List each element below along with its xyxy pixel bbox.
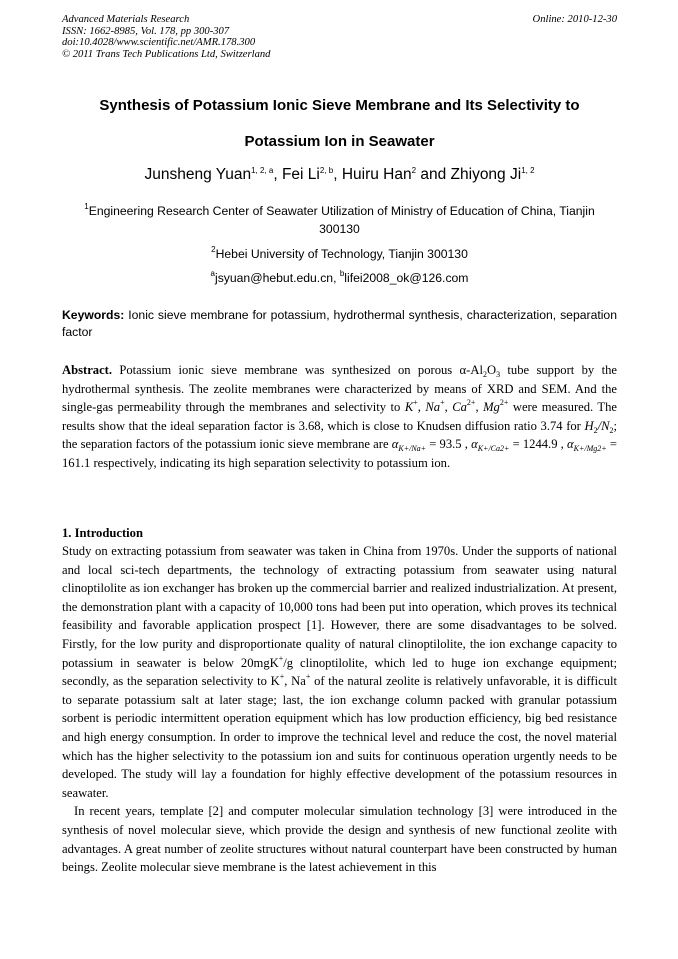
author-separator: ,: [333, 166, 342, 183]
affiliation-1-line-2: 300130: [319, 222, 360, 236]
author-separator: and: [416, 166, 451, 183]
ion-symbol: Na: [425, 400, 441, 415]
superscript: +: [305, 672, 311, 682]
affiliation-1-line-1: Engineering Research Center of Seawater Utilization of Ministry of Education of China, Tianjin: [88, 204, 595, 218]
gas-symbol: H: [584, 418, 594, 433]
doi-line: doi:10.4028/www.scientific.net/AMR.178.300: [62, 37, 256, 48]
online-date: Online: 2010-12-30: [532, 14, 617, 25]
author-affiliation-mark: 2: [411, 166, 417, 175]
paper-title: [62, 88, 617, 160]
keywords-label: Keywords:: [62, 308, 125, 322]
paragraph-text: , Na: [284, 674, 306, 689]
separation-factor-value: = 1244.9 ,: [509, 437, 564, 452]
email-b: lifei2008_ok@126.com: [344, 271, 469, 285]
ion-charge: +: [413, 398, 418, 408]
abstract-text: O: [486, 363, 497, 377]
affiliation-mark: 1: [84, 202, 89, 211]
abstract-text: respectively, indicating its high separation selectivity to potassium ion.: [90, 455, 451, 470]
introduction-body: [62, 542, 617, 877]
keywords: [62, 307, 617, 341]
abstract-label: Abstract.: [62, 363, 113, 377]
abstract-text: tube support by the hydrothermal synthesis. The zeolite membranes were characterized by means of XRD and SEM. And the single-gas permeability through the membranes and selectivity to: [62, 363, 617, 415]
alpha-symbol: α: [567, 437, 574, 452]
ion-symbol: Ca: [452, 400, 467, 415]
email-mark-a: a: [210, 269, 215, 278]
separation-factor-value: = 161.1: [62, 437, 617, 470]
ion-charge: +: [440, 398, 445, 408]
email-line: [62, 269, 617, 287]
section-heading: 1. Introduction: [62, 526, 143, 540]
author-affiliation-mark: 2, b: [319, 166, 334, 175]
author-name: Huiru Han: [341, 166, 412, 183]
author-list: [62, 166, 617, 184]
separation-factor-subscript: K+/Mg2+: [573, 444, 607, 454]
separation-factor-value: = 93.5 ,: [426, 437, 468, 452]
keywords-text: Ionic sieve membrane for potassium, hydrothermal synthesis, characterization, separation factor: [62, 308, 617, 339]
journal-name: Advanced Materials Research: [62, 14, 190, 25]
abstract-text: ; the separation factors of the potassium ionic sieve membrane are: [62, 418, 617, 452]
issn-line: ISSN: 1662-8985, Vol. 178, pp 300-307: [62, 25, 230, 37]
ion-symbol: K: [404, 400, 414, 415]
affiliation-2: [62, 245, 617, 263]
author-name: Junsheng Yuan: [144, 166, 252, 183]
alpha-symbol: α: [391, 437, 399, 452]
ion-charge: 2+: [466, 398, 476, 408]
copyright-line: © 2011 Trans Tech Publications Ltd, Switzerland: [62, 48, 271, 60]
ion-charge: 2+: [499, 398, 509, 408]
affiliation-2-text: Hebei University of Technology, Tianjin 300130: [215, 247, 468, 261]
intro-paragraph-2: In recent years, template [2] and computer molecular simulation technology [3] were introduced in the synthesis of novel molecular sieve, which provide the design and synthesis of new functional zeolite with advantages. A great number of zeolite structures without natural counterpart have been constructed by human beings. Zeolite molecular sieve membrane is the latest achievement in this: [62, 804, 617, 875]
superscript: +: [279, 672, 285, 682]
alpha-symbol: α: [471, 437, 478, 452]
subscript: 2: [482, 370, 487, 379]
ion-symbol: Mg: [483, 400, 500, 415]
affiliation-1: [62, 202, 617, 238]
author-name: Zhiyong Ji: [450, 166, 522, 183]
subscript: 2: [593, 425, 598, 435]
journal-header: [62, 14, 617, 60]
author-affiliation-mark: 1, 2, a: [251, 166, 274, 175]
superscript: +: [278, 653, 284, 663]
affiliation-mark: 2: [211, 245, 216, 254]
separation-factor-subscript: K+/Ca2+: [477, 444, 510, 454]
author-name: Fei Li: [281, 166, 320, 183]
intro-paragraph-1: [62, 542, 617, 802]
abstract: Abstract. Potassium ionic sieve membrane was synthesized on porous $\alpha-Al_2O_3$ tube support by the hydrothermal synthesis. The zeolite membranes were characterized by means of XRD and SEM. And the single-gas permeability through the membranes and selectivity to K+, Na+, $Ca^{2+}$, $Mg^{2+}$ were measured. The results show that the ideal separation factor is 3.68, which is close to Knudsen diffusion ratio 3.74 for $H_2/N_2$; the separation factors of the potassium ionic sieve membrane are $\alpha_{K+/Na+} = 93.5$ , $\alpha_{K+/Ca2+} = 1244.9$ , $\alpha_{K+/Mg2+} = 161.1$ respectively, indicating its high separation selectivity to potassium ion.: [62, 363, 618, 470]
author-separator: ,: [273, 166, 282, 183]
author-affiliation-mark: 1, 2: [521, 166, 535, 175]
paragraph-text: /g clinoptilolite, which led to huge ion exchange equipment; secondly, as the separation selectivity to K: [62, 655, 618, 689]
abstract-text: Potassium ionic sieve membrane was synthesized on porous α-Al: [112, 363, 483, 377]
abstract-text: were measured. The results show that the ideal separation factor is 3.68, which is close to Knudsen diffusion ratio 3.74 for: [62, 400, 618, 433]
gas-symbol: /N: [597, 418, 610, 433]
title-line-2: Potassium Ion in Seawater: [244, 133, 435, 150]
paragraph-text: Study on extracting potassium from seawater was taken in China from 1970s. Under the supports of national and local sci-tech departments, the technology of extracting potassium from seawater using natural clinoptilolite as ion exchanger has broken up the commercial barrier and realized industrialization. At present, the demonstration plant with a capacity of 10,000 tons had been put into operation, which proves its technical feasibility and favorable application prospect [1]. However, there are some disadvantages to be solved. Firstly, for the low purity and disproportionate quality of natural clinoptilolite, the ion exchange capacity to potassium in seawater is below 20mgK: [62, 544, 617, 670]
subscript: 2: [609, 425, 614, 435]
title-line-1: Synthesis of Potassium Ionic Sieve Membrane and Its Selectivity to: [99, 97, 580, 114]
subscript: 3: [496, 370, 501, 379]
paragraph-text: of the natural zeolite is relatively unfavorable, it is difficult to separate potassium salt at later stage; last, the ion exchange column packed with granular potassium sorbent is periodic intermittent operation equipment which has low production efficiency, big bed resistance and high energy consumption. In order to improve the technical level and reduce the cost, the novel material which has the higher selectivity to the potassium ion and suits for continuous operation urgently needs to be developed. The study will lay a foundation for highly effective development of the potassium resources in seawater.: [62, 674, 618, 800]
email-mark-b: b: [339, 269, 345, 278]
separation-factor-subscript: K+/Na+: [398, 444, 427, 454]
email-a: jsyuan@hebut.edu.cn,: [214, 271, 340, 285]
